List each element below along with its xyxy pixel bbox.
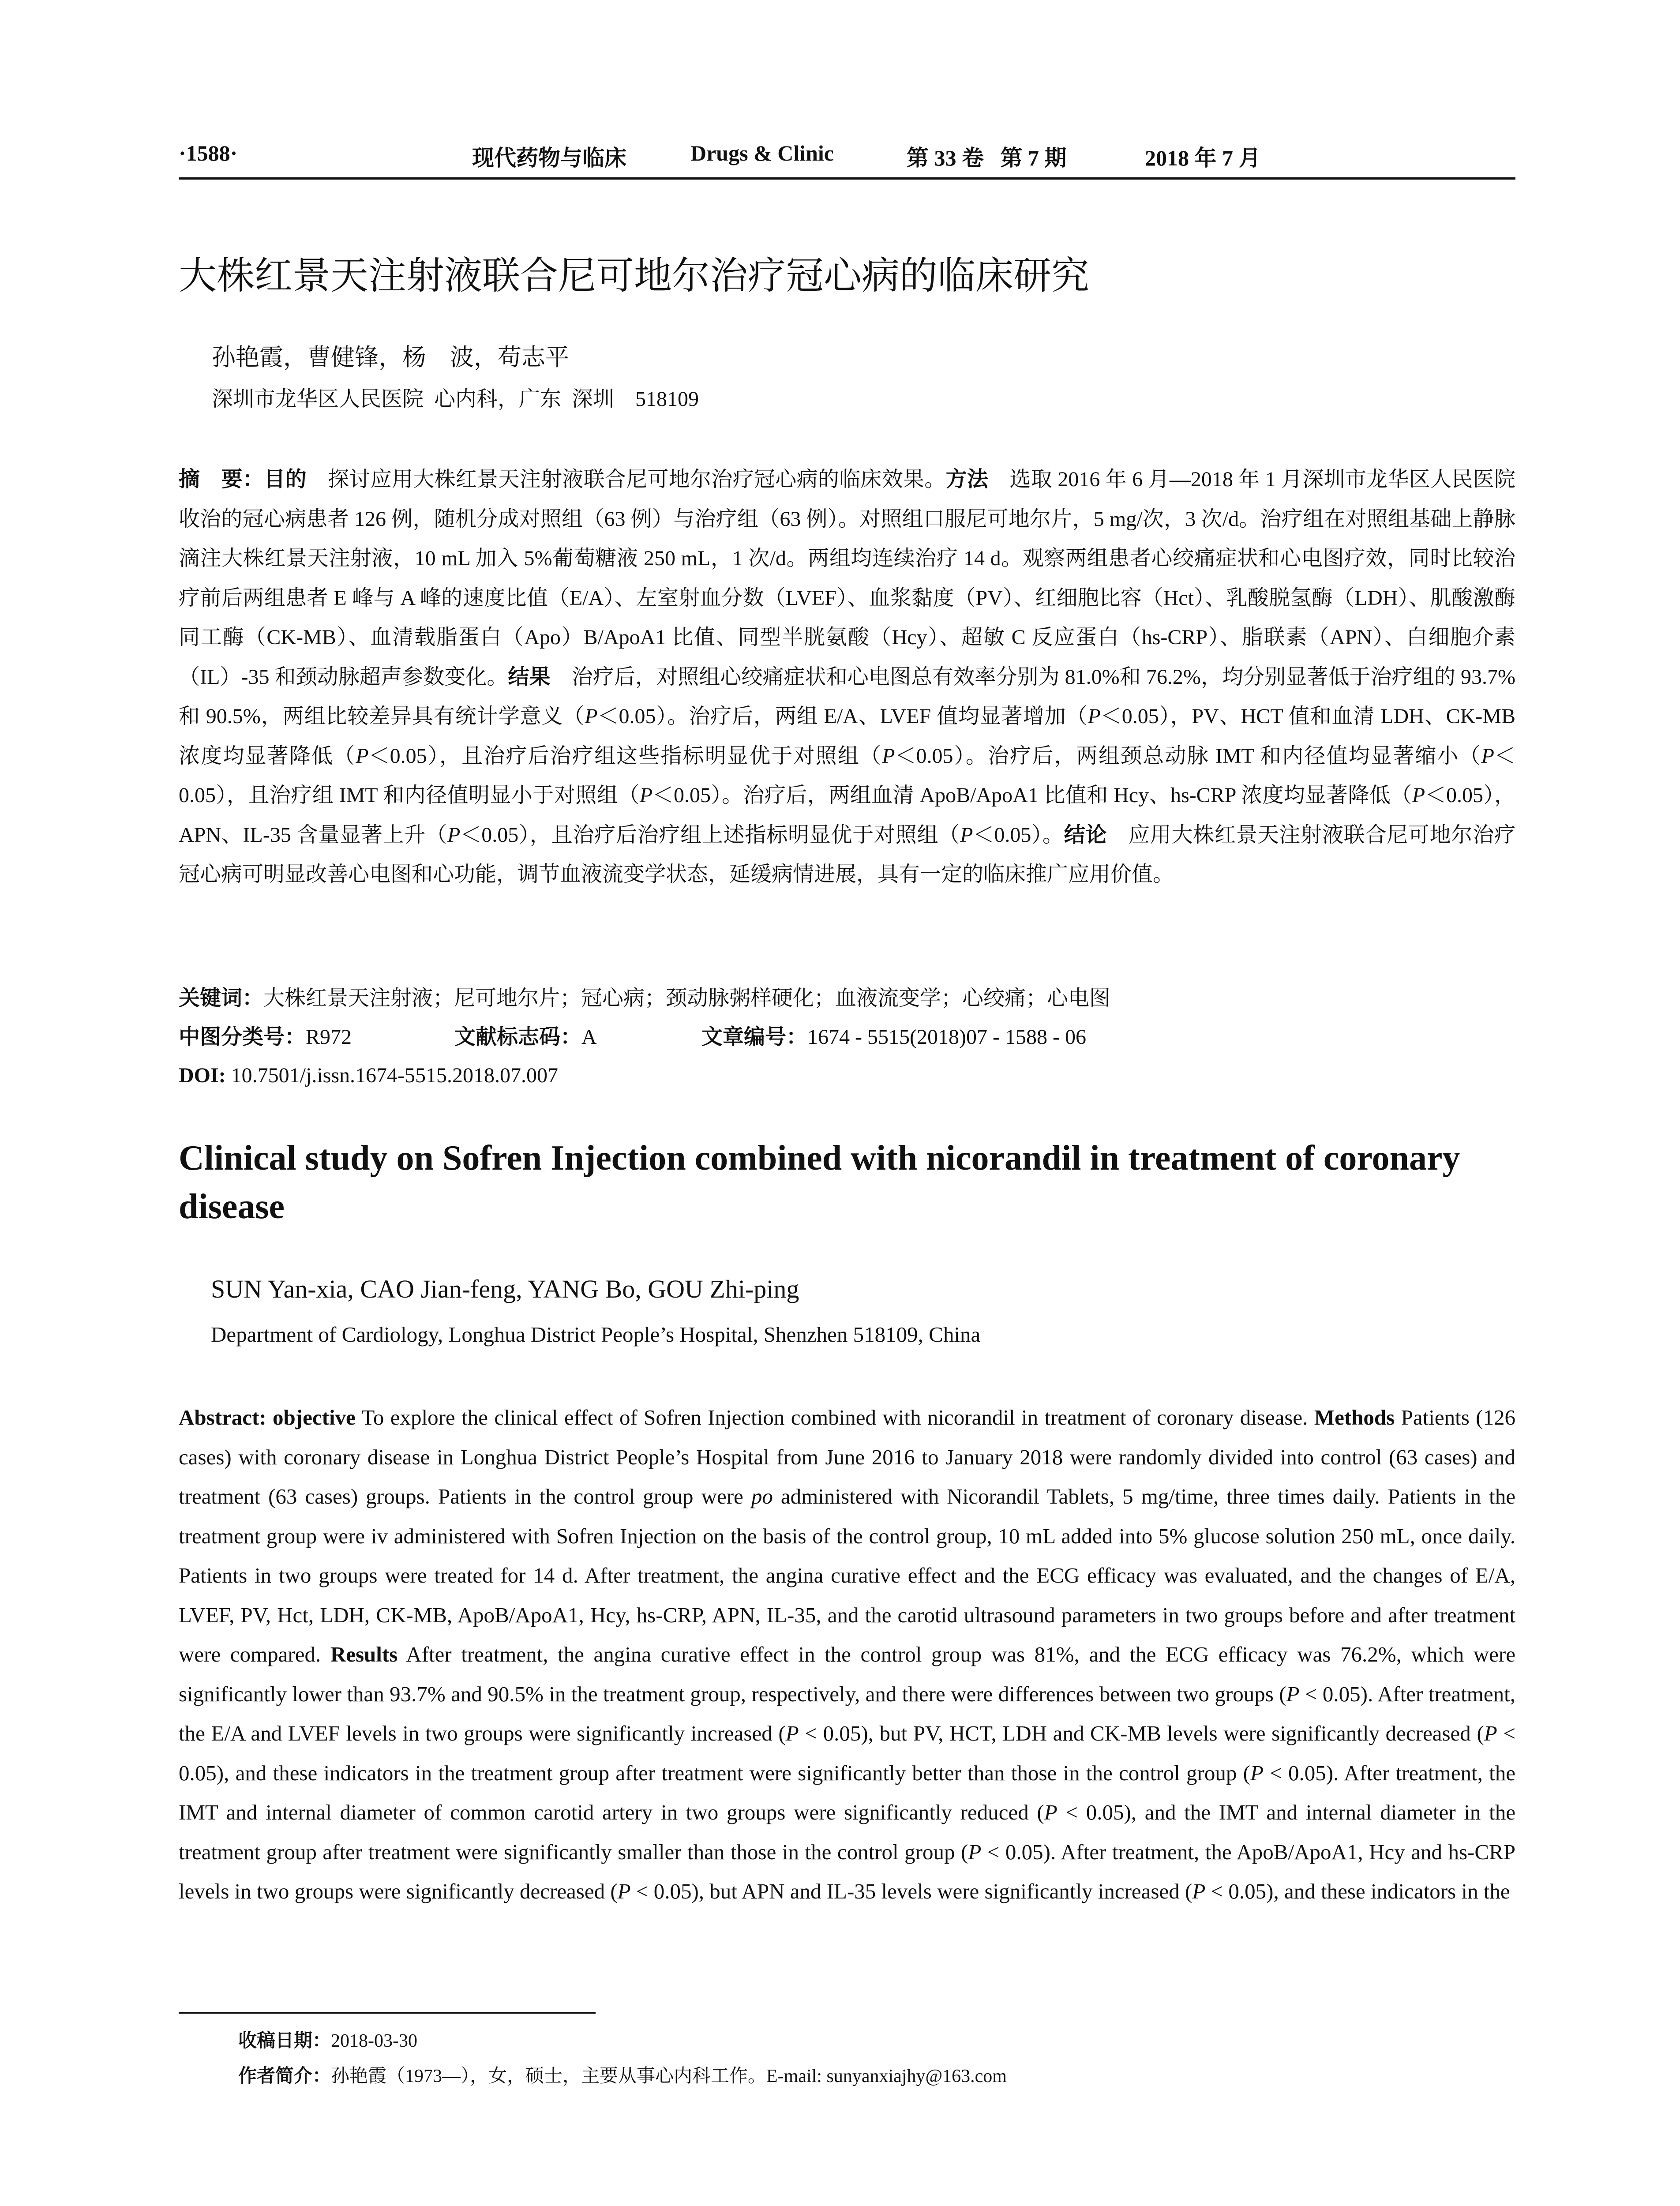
volume-issue: 第 33 卷 第 7 期	[907, 146, 1067, 170]
p-symbol: P	[1484, 1721, 1497, 1745]
po-abbrev: po	[751, 1484, 773, 1508]
p-symbol: P	[1044, 1800, 1058, 1824]
journal-name-cn: 现代药物与临床	[472, 145, 626, 171]
p-value: < 0.05	[1057, 1800, 1124, 1824]
objective-text-en: To explore the clinical effect of Sofren Injection combined with nicorandil in treatment of coronary disease.	[355, 1405, 1314, 1429]
conclusion-text-cn: 应用大株红景天注射液联合尼可地尔治疗冠心病可明显改善心电图和心功能，调节血液流变学状态，延缓病情进展，具有一定的临床推广应用价值。	[179, 823, 1515, 886]
p-symbol: P	[1286, 1681, 1300, 1706]
doc-code: A	[581, 1025, 597, 1049]
article-number: 1674 - 5515(2018)07 - 1588 - 06	[807, 1025, 1086, 1049]
p-symbol: P	[960, 823, 973, 847]
p-symbol: P	[882, 744, 895, 768]
clc-code: R972	[306, 1025, 352, 1049]
results-text-cn: ）。治疗后，两组 E/A、LVEF 值均显著增加（	[656, 705, 1088, 728]
p-symbol: P	[1481, 744, 1494, 768]
author-bio: 孙艳霞（1973—），女，硕士，主要从事心内科工作。E-mail: sunyanxiajhy@163.com	[331, 2066, 1007, 2086]
methods-label-cn: 方法	[945, 467, 989, 491]
keywords-label: 关键词：	[179, 986, 264, 1010]
p-value: < 0.05	[981, 1839, 1043, 1864]
article-title-cn: 大株红景天注射液联合尼可地尔治疗冠心病的临床研究	[179, 254, 1089, 298]
p-value: < 0.05	[799, 1721, 861, 1745]
p-symbol: P	[1088, 705, 1101, 728]
received-date: 2018-03-30	[331, 2031, 417, 2051]
p-value: ＜0.05	[973, 823, 1031, 847]
results-text-en: ), but PV, HCT, LDH and CK-MB levels were significantly decreased (	[861, 1721, 1484, 1745]
abstract-cn	[179, 460, 1515, 894]
clc-label: 中图分类号：	[179, 1024, 306, 1049]
authors-cn: 孙艳霞，曹健锋，杨 波，苟志平	[212, 343, 569, 371]
p-symbol: P	[968, 1839, 982, 1864]
methods-text-en: Patients (126 cases) with coronary disease in Longhua District People’s Hospital from June 2016 to January 2018 were randomly divided into control (63 cases) and treatment (63 cases) groups. Patients in the control group were	[179, 1405, 1516, 1508]
p-value: < 0.05	[630, 1879, 692, 1903]
results-text-cn: ），且治疗组 IMT 和内径值明显小于对照组（	[216, 784, 640, 807]
objective-label-cn: 目的	[264, 467, 307, 491]
results-text-cn: ），PV、HCT 值和血清 LDH、CK-MB 浓度均显著降低（	[179, 705, 1515, 768]
results-text-en: ). After treatment, the ApoB/ApoA1, Hcy and hs-CRP levels in two groups were significantly decreased (	[179, 1839, 1515, 1903]
results-text-en: ). After treatment, the IMT and internal diameter of common carotid artery in two groups were significantly reduced (	[179, 1760, 1515, 1824]
article-title-en: Clinical study on Sofren Injection combined with nicorandil in treatment of coronary disease	[179, 1139, 1460, 1226]
abstract-en	[179, 1398, 1515, 1911]
p-value: < 0.05	[1263, 1760, 1326, 1785]
journal-name-en: Drugs & Clinic	[690, 141, 834, 165]
p-value: ＜0.05	[179, 744, 1515, 807]
issue-date: 2018 年 7 月	[1145, 146, 1261, 170]
keywords: 大株红景天注射液；尼可地尔片；冠心病；颈动脉粥样硬化；血液流变学；心绞痛；心电图	[263, 987, 1111, 1010]
results-text-cn: ），APN、IL-35 含量显著上升（	[179, 784, 1515, 847]
authors-en: SUN Yan-xia, CAO Jian-feng, YANG Bo, GOU Zhi-ping	[211, 1275, 799, 1303]
p-symbol: P	[785, 1721, 799, 1745]
abstract-label-en: Abstract: objective	[179, 1405, 356, 1429]
author-bio-line	[238, 2063, 1007, 2090]
footnote-rule	[179, 2012, 596, 2014]
p-value: ＜0.05	[1100, 705, 1159, 728]
p-symbol: P	[617, 1879, 631, 1903]
results-text-cn: ），且治疗后治疗组上述指标明显优于对照组（	[518, 823, 960, 847]
p-value: ＜0.05	[460, 823, 519, 847]
p-value: ＜0.05	[895, 744, 953, 768]
results-text-cn: ）。	[1031, 823, 1064, 847]
p-value: ＜0.05	[368, 744, 427, 768]
methods-label-en: Methods	[1314, 1405, 1395, 1429]
results-text-en: ), and the IMT and internal diameter in the treatment group after treatment were significantly smaller than those in the control group (	[179, 1800, 1515, 1864]
doi-link[interactable]: 10.7501/j.issn.1674-5515.2018.07.007	[225, 1064, 559, 1087]
p-value: ＜0.05	[652, 784, 711, 807]
p-symbol: P	[1250, 1760, 1264, 1785]
p-symbol: P	[639, 784, 653, 807]
p-symbol: P	[356, 744, 369, 768]
results-text-en: ), and these indicators in the	[1266, 1879, 1510, 1903]
results-text-cn: 治疗后，对照组心绞痛症状和心电图总有效率分别为 81.0%和 76.2%，均分别显著低于治疗组的 93.7%和 90.5%，两组比较差异具有统计学意义（	[179, 665, 1515, 728]
objective-text-cn: 探讨应用大株红景天注射液联合尼可地尔治疗冠心病的临床效果。	[306, 468, 946, 491]
p-value: ＜0.05	[597, 705, 656, 728]
article-number-label: 文章编号：	[701, 1024, 808, 1049]
keywords-line	[179, 980, 1515, 1016]
doi-line	[179, 1058, 1515, 1093]
p-symbol: P	[447, 823, 461, 847]
received-label: 收稿日期：	[238, 2030, 331, 2051]
p-value: < 0.05	[179, 1721, 1515, 1785]
header-rule	[179, 177, 1515, 180]
results-label-en: Results	[330, 1642, 398, 1666]
p-symbol: P	[1192, 1879, 1206, 1903]
article-number-group	[701, 1019, 1086, 1055]
results-label-cn: 结果	[508, 664, 551, 689]
affiliation-cn: 深圳市龙华区人民医院 心内科，广东 深圳 518109	[212, 387, 699, 411]
bio-label: 作者简介：	[238, 2065, 331, 2086]
p-symbol: P	[585, 705, 598, 728]
p-value: ＜0.05	[1425, 784, 1484, 807]
methods-text-en: administered with Nicorandil Tablets, 5 mg/time, three times daily. Patients in the treatment group were iv administered with Sofren Injection on the basis of the control group, 10 mL added into 5% glucose solution 250 mL, once daily. Patients in two groups were treated for 14 d. After treatment, the angina curative effect and the ECG efficacy was evaluated, and the changes of E/A, LVEF, PV, Hct, LDH, CK-MB, ApoB/ApoA1, Hcy, hs-CRP, APN, IL-35, and the carotid ultrasound parameters in two groups before and after treatment were compared.	[179, 1484, 1515, 1666]
conclusion-label-cn: 结论	[1064, 822, 1107, 847]
doi-label: DOI:	[179, 1064, 226, 1087]
affiliation-en: Department of Cardiology, Longhua District People’s Hospital, Shenzhen 518109, China	[211, 1322, 981, 1347]
doc-code-label: 文献标志码：	[454, 1024, 582, 1049]
results-text-en: ), and these indicators in the treatment group after treatment were significantly better than those in the control group (	[216, 1760, 1250, 1785]
abstract-label-cn: 摘 要：	[179, 467, 264, 491]
p-value: < 0.05	[1205, 1879, 1267, 1903]
results-text-en: ), but APN and IL-35 levels were significantly increased (	[691, 1879, 1192, 1903]
results-text-cn: ）。治疗后，两组血清 ApoB/ApoA1 比值和 Hcy、hs-CRP 浓度均显著降低（	[711, 784, 1412, 807]
p-symbol: P	[1412, 784, 1425, 807]
page-number: ·1588·	[179, 141, 238, 165]
methods-text-cn: 选取 2016 年 6 月—2018 年 1 月深圳市龙华区人民医院收治的冠心病患者 126 例，随机分成对照组（63 例）与治疗组（63 例）。对照组口服尼可地尔片，5 mg/次，3 次/d。治疗组在对照组基础上静脉滴注大株红景天注射液，10 mL 加入 5%葡萄糖液 250 mL，1 次/d。两组均连续治疗 14 d。观察两组患者心绞痛症状和心电图疗效，同时比较治疗前后两组患者 E 峰与 A 峰的速度比值（E/A）、左室射血分数（LVEF）、血浆黏度（PV）、红细胞比容（Hct）、乳酸脱氢酶（LDH）、肌酸激酶同工酶（CK-MB）、血清载脂蛋白（Apo）B/ApoA1 比值、同型半胱氨酸（Hcy）、超敏 C 反应蛋白（hs-CRP）、脂联素（APN）、白细胞介素（IL）-35 和颈动脉超声参数变化。	[179, 468, 1515, 689]
received-date-line	[238, 2027, 417, 2054]
results-text-en: After treatment, the angina curative effect in the control group was 81%, and the ECG efficacy was 76.2%, which were significantly lower than 93.7% and 90.5% in the treatment group, respectively, and there were differences between two groups (	[179, 1642, 1515, 1706]
results-text-en: ). After treatment, the E/A and LVEF levels in two groups were significantly increased (	[179, 1681, 1516, 1745]
doc-code-group	[454, 1019, 597, 1055]
running-header	[179, 140, 1515, 176]
results-text-cn: ）。治疗后，两组颈总动脉 IMT 和内径值均显著缩小（	[953, 744, 1481, 768]
classification-line	[179, 1019, 1515, 1055]
results-text-cn: ），且治疗后治疗组这些指标明显优于对照组（	[427, 744, 882, 768]
p-value: < 0.05	[1299, 1681, 1361, 1706]
